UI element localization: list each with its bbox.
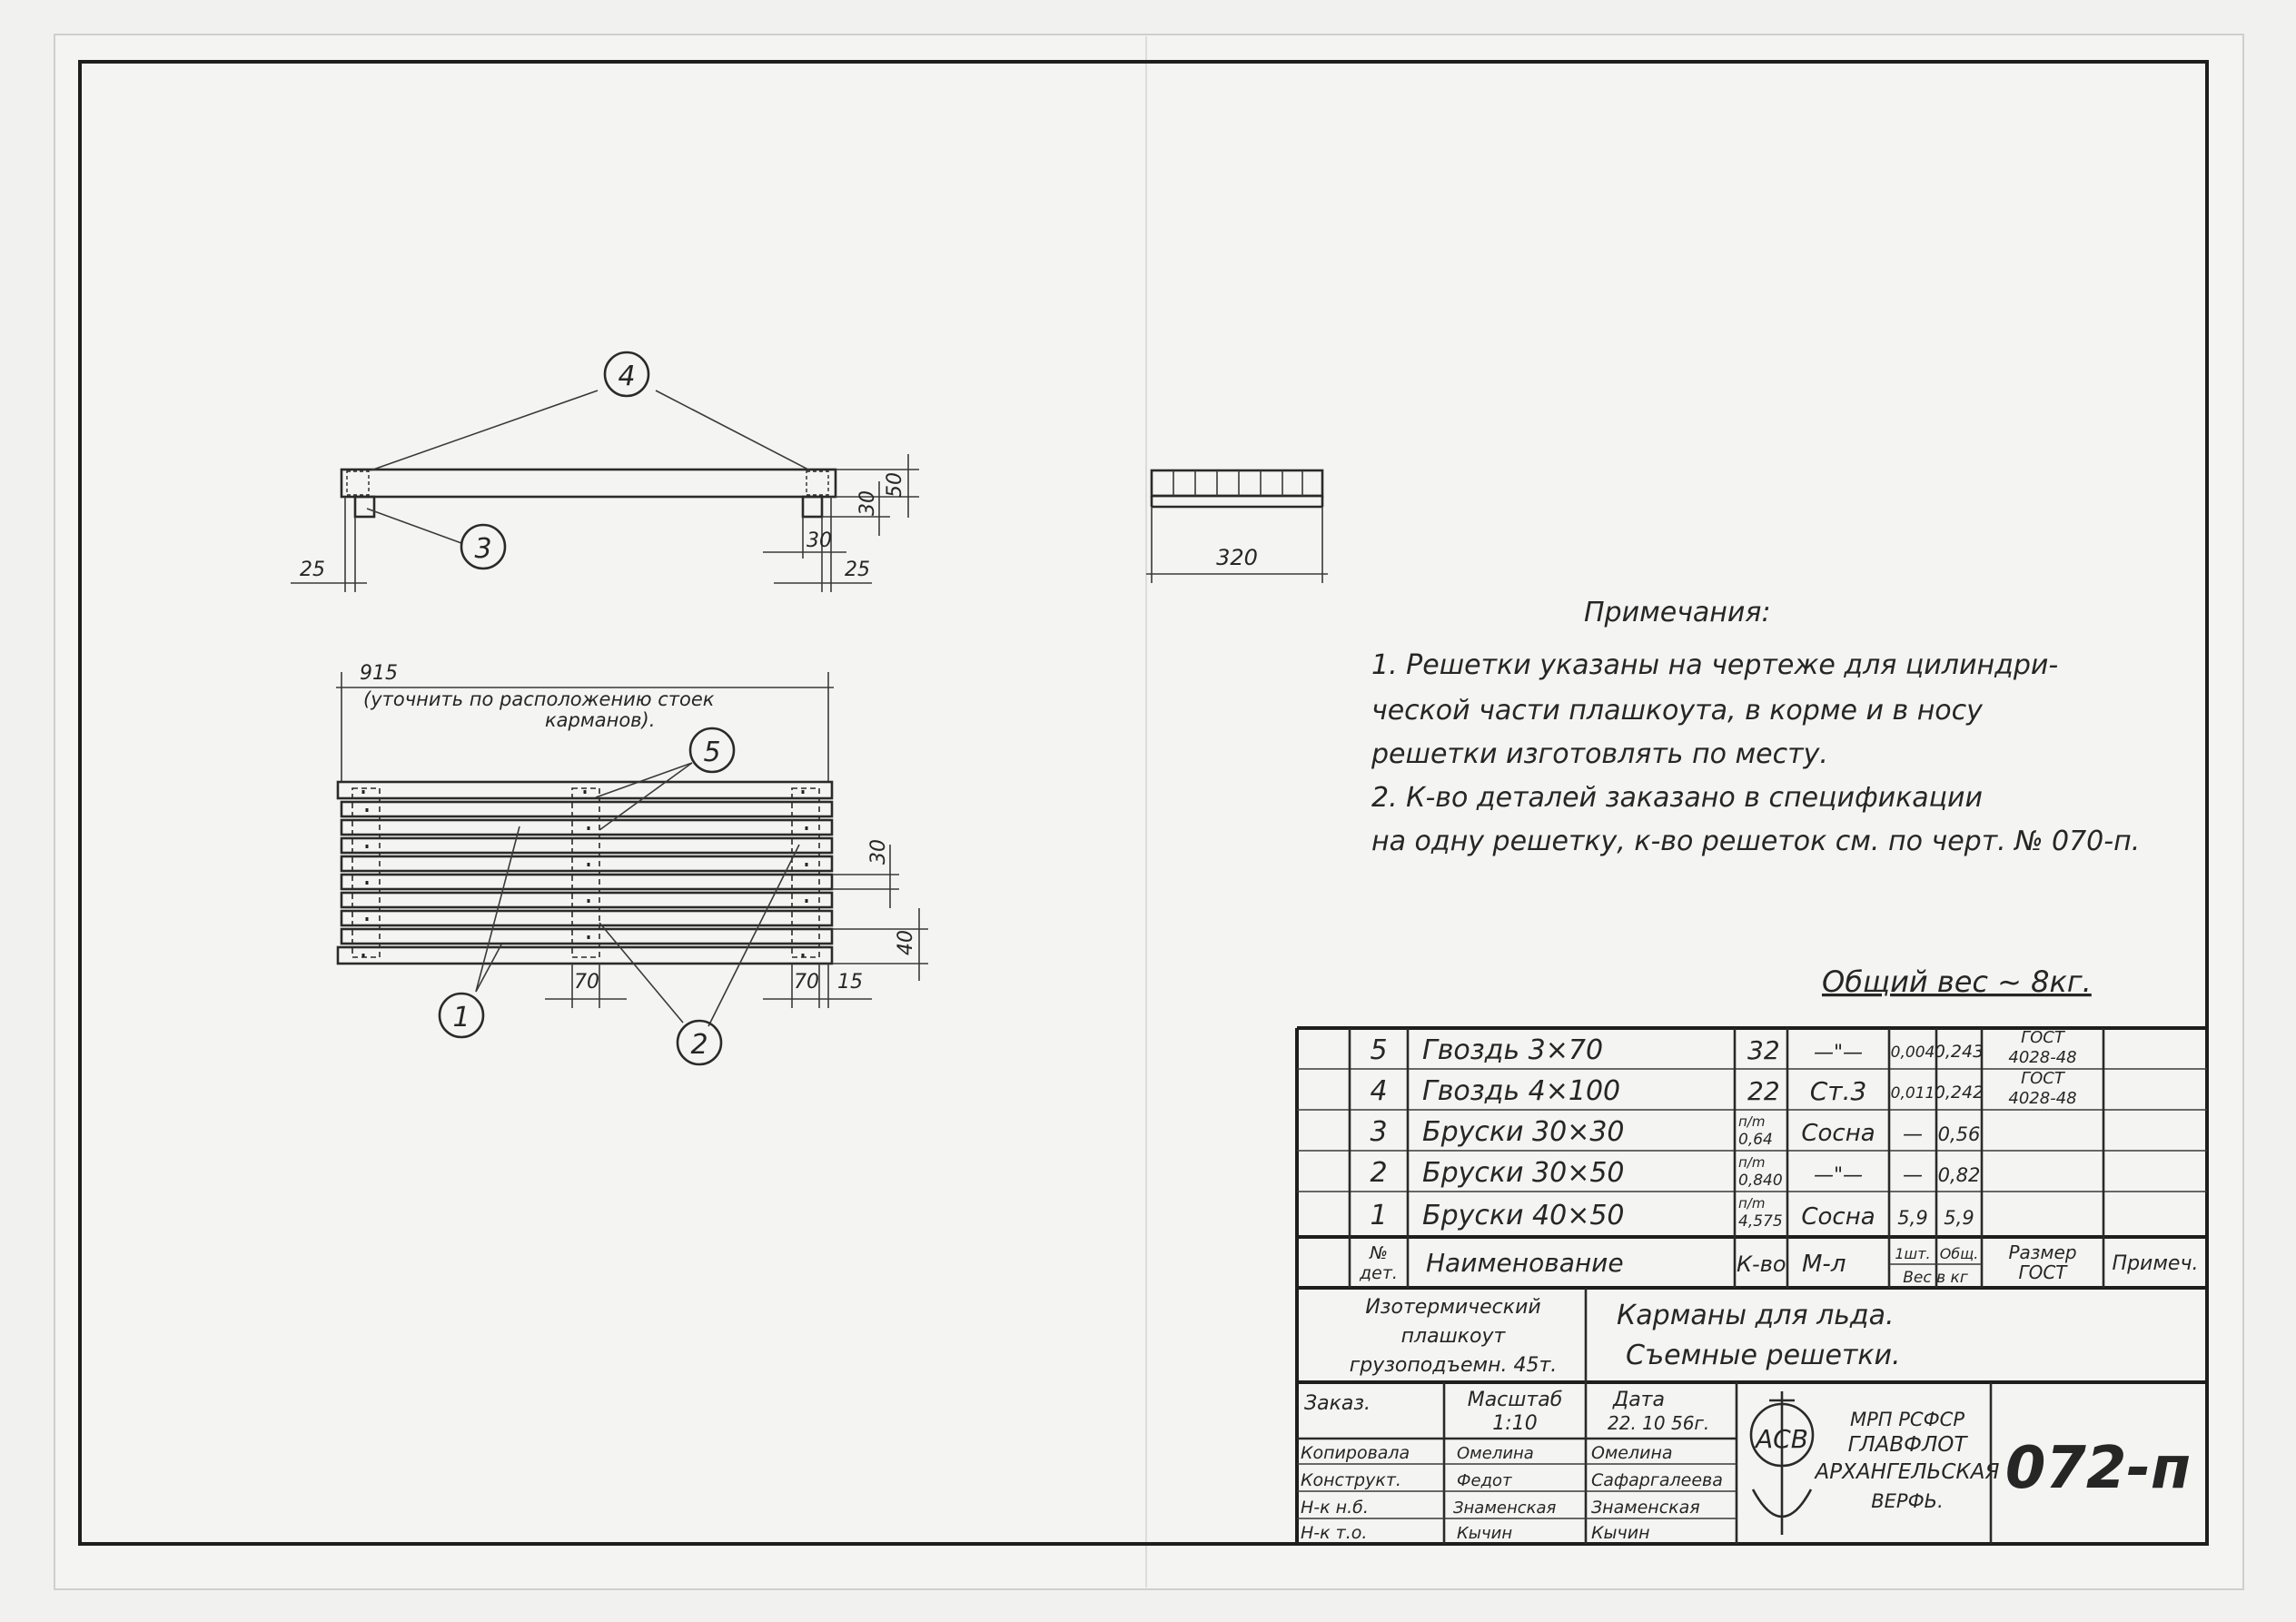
spec-no: 3 bbox=[1370, 1116, 1388, 1148]
drawing-number: 072-п bbox=[2004, 1435, 2192, 1502]
spec-qty: 4,575 bbox=[1738, 1212, 1783, 1231]
org-line1: МРП РСФСР bbox=[1850, 1409, 1964, 1430]
note-line-4: 2. К-во деталей заказано в спецификации bbox=[1371, 782, 1984, 814]
header-size: Размер bbox=[2008, 1241, 2077, 1263]
spec-material: Сосна bbox=[1801, 1120, 1875, 1147]
role-row-3 bbox=[1301, 1498, 1700, 1518]
spec-total-weight: 0,243 bbox=[1934, 1042, 1984, 1062]
role-label: Н-к т.о. bbox=[1301, 1523, 1368, 1543]
scale-label: Масштаб bbox=[1467, 1389, 1563, 1411]
dim-70-left: 70 bbox=[574, 971, 599, 994]
dim-25-right: 25 bbox=[845, 559, 870, 581]
spec-size-1: ГОСТ bbox=[2021, 1028, 2064, 1047]
role-signature: Омелина bbox=[1457, 1444, 1534, 1463]
total-weight: Общий вес ~ 8кг. bbox=[1822, 964, 2092, 999]
spec-unit-weight: — bbox=[1903, 1164, 1923, 1187]
plan-note-line1: (уточнить по расположению стоек bbox=[363, 688, 715, 710]
spec-no: 1 bbox=[1370, 1200, 1388, 1231]
order-label: Заказ. bbox=[1304, 1392, 1371, 1415]
spec-material: —"— bbox=[1813, 1164, 1864, 1187]
date-label: Дата bbox=[1613, 1389, 1665, 1411]
dim-40-plan: 40 bbox=[895, 930, 917, 955]
note-line-2: ческой части плашкоута, в корме и в носу bbox=[1371, 695, 1983, 727]
spec-material: —"— bbox=[1813, 1042, 1864, 1064]
spec-material: Ст.3 bbox=[1809, 1076, 1867, 1106]
spec-no: 2 bbox=[1370, 1157, 1388, 1189]
spec-total-weight: 0,56 bbox=[1937, 1123, 1981, 1145]
date-value: 22. 10 56г. bbox=[1608, 1412, 1710, 1434]
spec-unit-weight: — bbox=[1903, 1123, 1923, 1146]
spec-no: 4 bbox=[1370, 1075, 1388, 1107]
scale-value: 1:10 bbox=[1492, 1412, 1538, 1435]
role-signature: Федот bbox=[1457, 1471, 1512, 1490]
role-signature: Знаменская bbox=[1453, 1498, 1557, 1518]
role-label: Н-к н.б. bbox=[1301, 1498, 1369, 1518]
spec-no: 5 bbox=[1370, 1034, 1388, 1066]
role-signature: Кычин bbox=[1457, 1524, 1513, 1543]
callout-4-label: 4 bbox=[618, 361, 636, 392]
logo-text: АСВ bbox=[1756, 1424, 1808, 1454]
role-row-1 bbox=[1301, 1443, 1673, 1463]
header-weight: Вес в кг bbox=[1903, 1269, 1968, 1287]
spec-qty-unit: п/m bbox=[1738, 1195, 1766, 1212]
dim-30-vertical: 30 bbox=[856, 490, 879, 516]
dim-30-horizontal: 30 bbox=[807, 529, 832, 552]
drawing-title-2: Съемные решетки. bbox=[1626, 1340, 1901, 1371]
role-row-4 bbox=[1301, 1523, 1650, 1543]
header-no: № bbox=[1370, 1243, 1388, 1263]
role-name: Знаменская bbox=[1591, 1498, 1700, 1518]
role-name: Сафаргалеева bbox=[1591, 1470, 1723, 1490]
spec-total-weight: 0,242 bbox=[1934, 1083, 1984, 1103]
spec-size-1: ГОСТ bbox=[2021, 1069, 2064, 1088]
callout-1-label: 1 bbox=[452, 1002, 470, 1034]
header-name: Наименование bbox=[1426, 1248, 1624, 1278]
org-line2: ГЛАВФЛОТ bbox=[1847, 1433, 1967, 1457]
spec-name: Гвоздь 3×70 bbox=[1422, 1034, 1604, 1066]
spec-name: Бруски 30×50 bbox=[1422, 1157, 1625, 1189]
spec-total-weight: 5,9 bbox=[1944, 1207, 1974, 1229]
vessel-line3: грузоподъемн. 45т. bbox=[1349, 1354, 1558, 1377]
spec-total-weight: 0,82 bbox=[1937, 1164, 1981, 1186]
callout-3-label: 3 bbox=[474, 533, 492, 565]
note-line-5: на одну решетку, к-во решеток см. по черт. № 070-п. bbox=[1371, 826, 2141, 857]
dim-25-left: 25 bbox=[300, 559, 325, 581]
callout-2-label: 2 bbox=[690, 1029, 708, 1061]
header-note: Примеч. bbox=[2112, 1252, 2199, 1275]
spec-name: Бруски 30×30 bbox=[1422, 1116, 1625, 1148]
dim-70-right: 70 bbox=[794, 971, 819, 994]
org-line4: ВЕРФЬ. bbox=[1871, 1490, 1944, 1512]
spec-name: Бруски 40×50 bbox=[1422, 1200, 1625, 1231]
dim-50: 50 bbox=[884, 472, 906, 498]
spec-qty-unit: п/m bbox=[1738, 1113, 1766, 1130]
role-name: Кычин bbox=[1591, 1523, 1650, 1543]
header-gost: ГОСТ bbox=[2018, 1261, 2067, 1283]
spec-qty: 22 bbox=[1747, 1076, 1780, 1106]
spec-name: Гвоздь 4×100 bbox=[1422, 1075, 1621, 1107]
org-line3: АРХАНГЕЛЬСКАЯ bbox=[1815, 1460, 2000, 1484]
plan-note-line2: карманов). bbox=[545, 709, 656, 731]
dim-15: 15 bbox=[837, 971, 863, 994]
spec-unit-weight: 0,004 bbox=[1890, 1043, 1935, 1062]
role-label: Конструкт. bbox=[1301, 1470, 1401, 1490]
spec-qty: 0,64 bbox=[1738, 1131, 1773, 1149]
vessel-line2: плашкоут bbox=[1400, 1325, 1506, 1348]
callout-5-label: 5 bbox=[703, 737, 721, 768]
role-label: Копировала bbox=[1301, 1443, 1410, 1463]
note-line-1: 1. Решетки указаны на чертеже для цилиндри- bbox=[1371, 649, 2059, 681]
role-name: Омелина bbox=[1591, 1443, 1673, 1463]
header-total: Общ. bbox=[1939, 1245, 1979, 1262]
header-det: дет. bbox=[1360, 1263, 1398, 1283]
vessel-line1: Изотермический bbox=[1365, 1296, 1541, 1319]
spec-size-2: 4028-48 bbox=[2008, 1048, 2077, 1067]
drawing-title-1: Карманы для льда. bbox=[1617, 1300, 1895, 1331]
notes-title: Примечания: bbox=[1584, 597, 1771, 628]
spec-unit-weight: 5,9 bbox=[1897, 1207, 1928, 1229]
dim-915: 915 bbox=[360, 662, 398, 685]
dim-30-plan: 30 bbox=[867, 839, 890, 865]
note-line-3: решетки изготовлять по месту. bbox=[1371, 738, 1828, 770]
spec-material: Сосна bbox=[1801, 1203, 1875, 1231]
spec-unit-weight: 0,011 bbox=[1890, 1084, 1935, 1103]
spec-size-2: 4028-48 bbox=[2008, 1089, 2077, 1108]
spec-qty: 0,840 bbox=[1738, 1172, 1783, 1190]
dim-320: 320 bbox=[1216, 545, 1258, 570]
header-unit: 1шт. bbox=[1895, 1245, 1931, 1262]
header-qty: К-во bbox=[1737, 1251, 1786, 1277]
spec-qty: 32 bbox=[1747, 1035, 1780, 1065]
spec-qty-unit: п/m bbox=[1738, 1154, 1766, 1171]
header-material: М-л bbox=[1802, 1251, 1846, 1278]
role-row-2 bbox=[1301, 1470, 1723, 1490]
